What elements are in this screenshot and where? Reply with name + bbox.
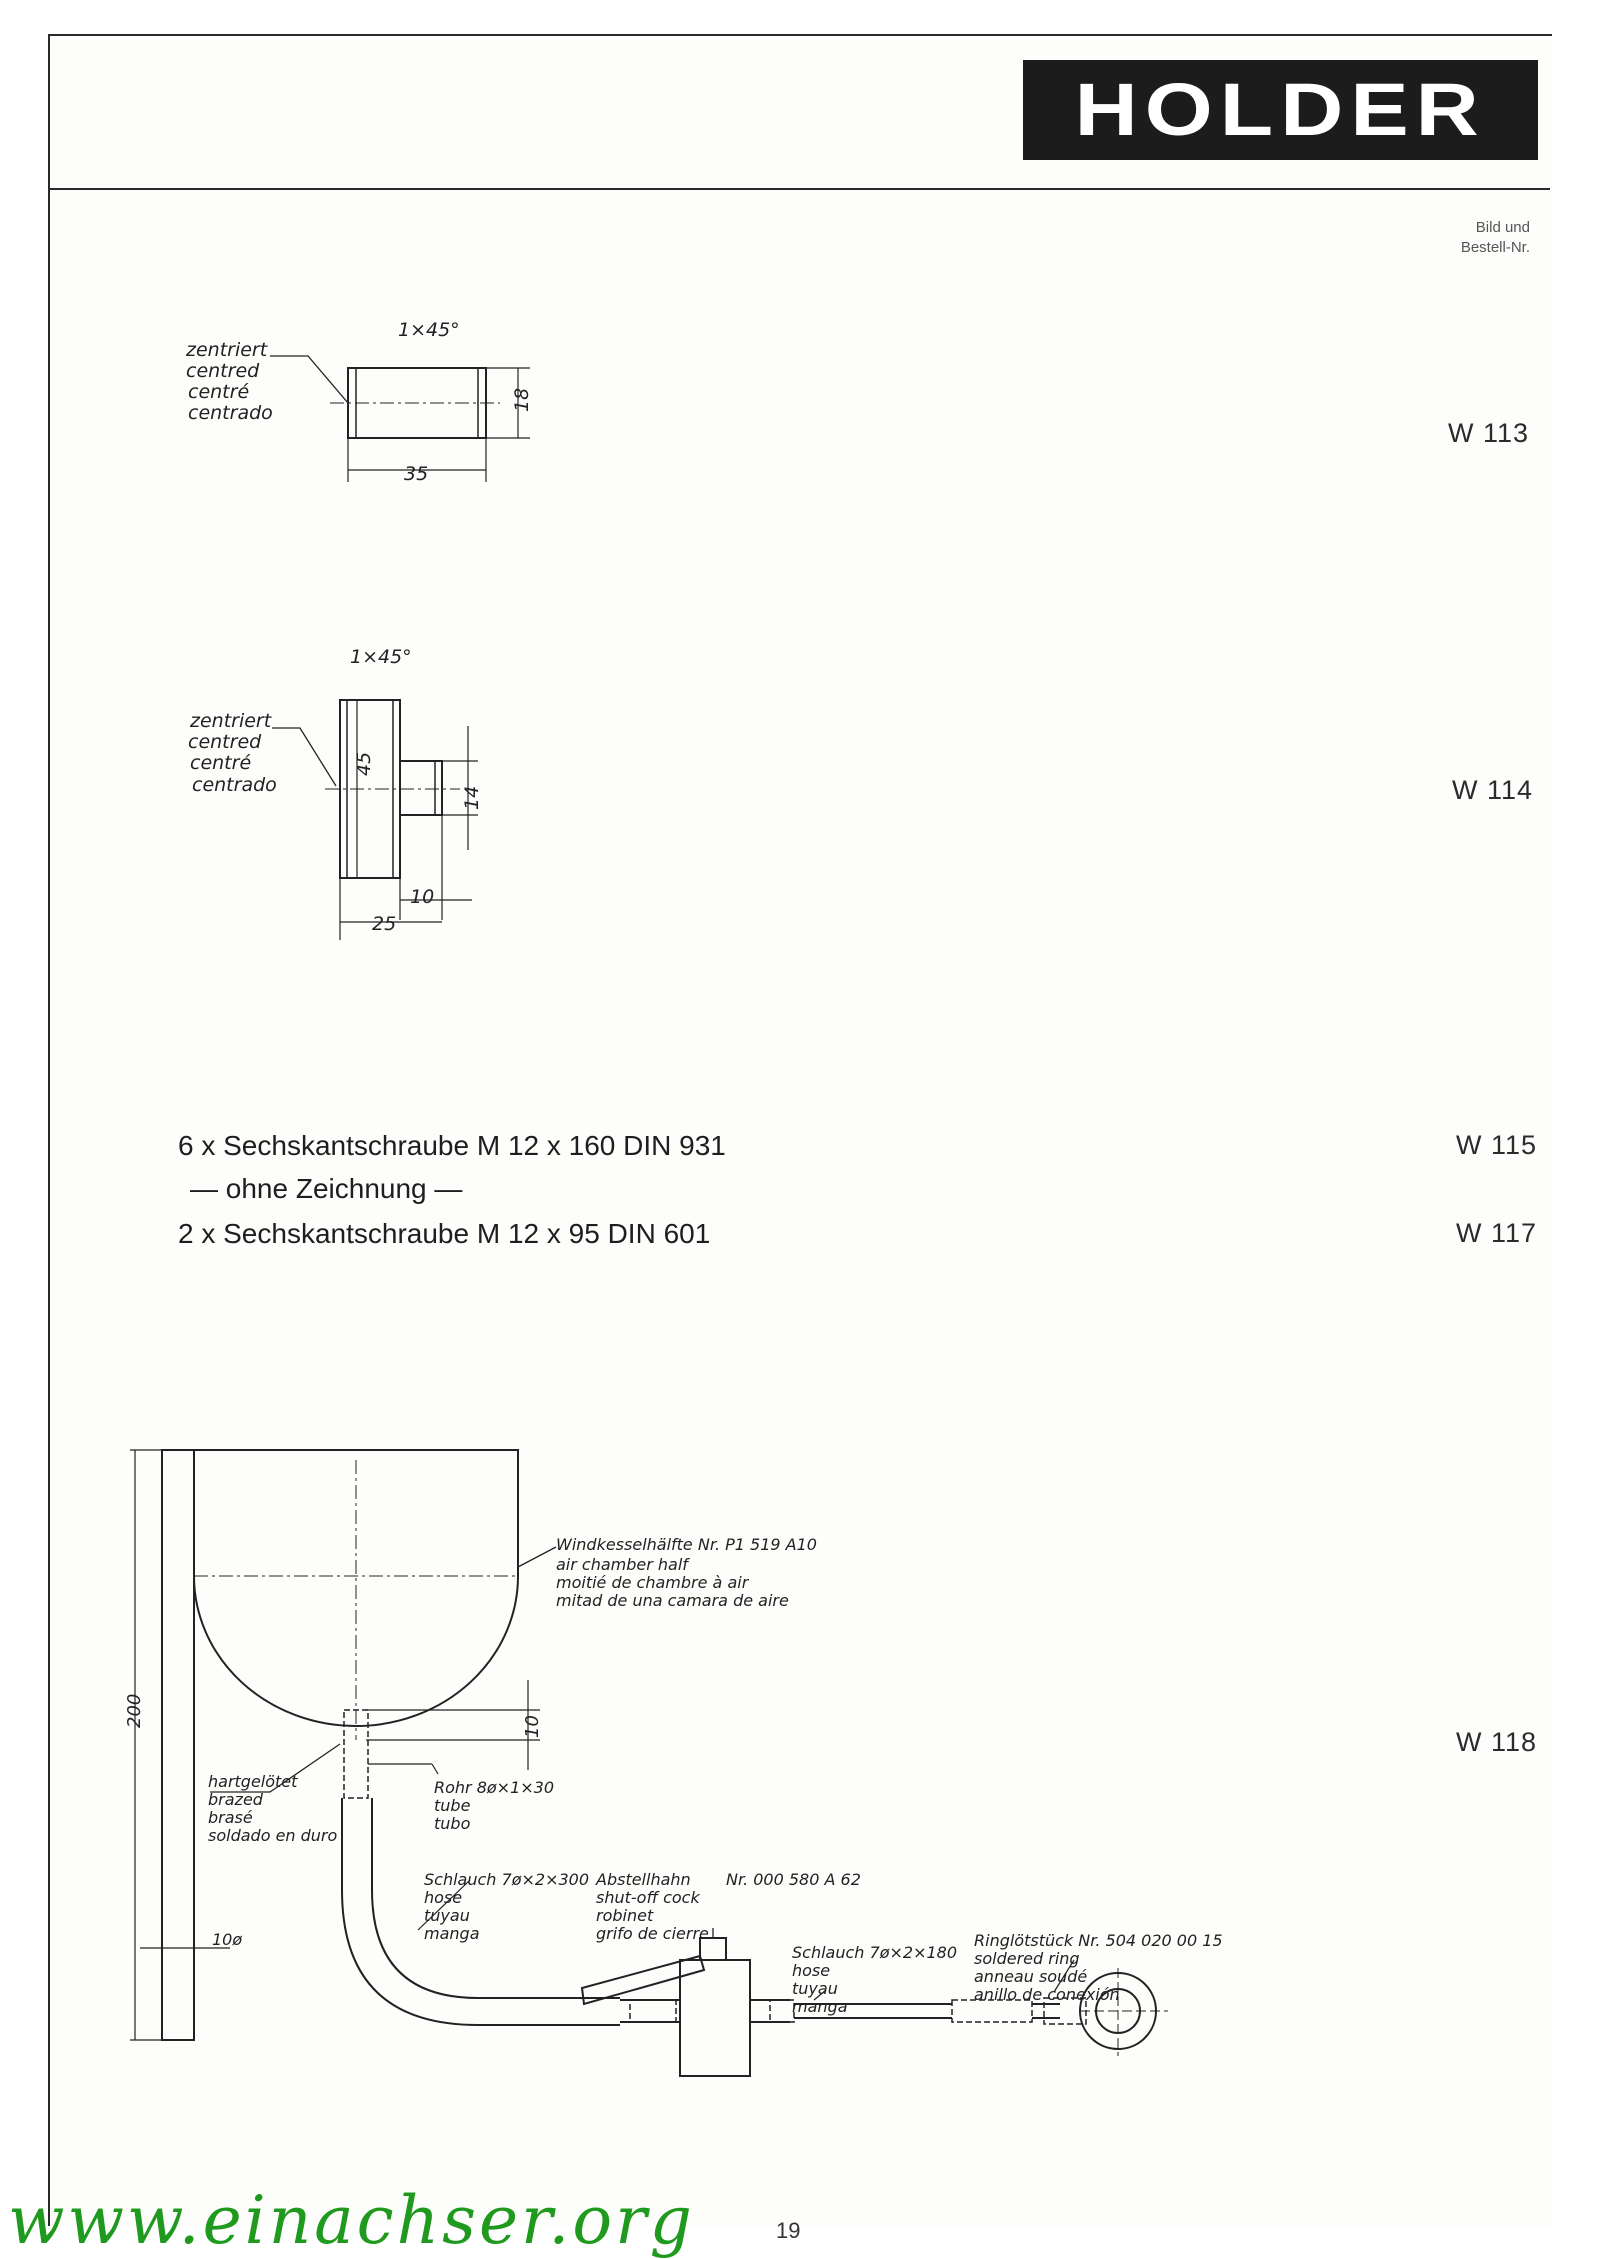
w118-hose2-es: manga: [792, 1997, 848, 2016]
w118-chamber-de: Windkesselhälfte Nr. P1 519 A10: [556, 1535, 817, 1554]
w118-cock-fr: robinet: [596, 1906, 654, 1925]
part-number-w117: W 117: [1456, 1218, 1538, 1248]
part-number-w114: W 114: [1452, 775, 1534, 805]
w114-dim-shaft: 14: [461, 785, 483, 810]
w118-ring-es: anillo de conexión: [974, 1985, 1120, 2004]
item-no-drawing-note: — ohne Zeichnung —: [190, 1173, 463, 1204]
w114-label-en: centred: [188, 731, 262, 753]
logo-text: HOLDER: [1074, 68, 1487, 151]
w114-label-de: zentriert: [190, 710, 272, 732]
w118-dim-insert: 10: [522, 1715, 543, 1738]
w118-tube-es: tubo: [434, 1814, 471, 1833]
w118-chamber-fr: moitié de chambre à air: [556, 1573, 749, 1592]
w118-ring-de: Ringlötstück Nr. 504 020 00 15: [974, 1931, 1223, 1950]
w118-support-bar: [162, 1450, 194, 2040]
w114-dim-total-length: 25: [372, 913, 397, 935]
w113-dim-length: 35: [404, 463, 429, 485]
w118-chamber-es: mitad de una camara de aire: [556, 1591, 789, 1610]
item-w117-text: 2 x Sechskantschraube M 12 x 95 DIN 601: [178, 1218, 711, 1249]
w118-cock-de: Abstellhahn: [596, 1870, 691, 1889]
w118-hose1-de: Schlauch 7ø×2×300: [424, 1870, 590, 1889]
w118-hose1-es: manga: [424, 1924, 480, 1943]
w118-dim-diameter: 10ø: [212, 1930, 243, 1949]
w118-ring-fr: anneau soudé: [974, 1967, 1088, 1986]
w118-cock-es: grifo de cierre: [596, 1924, 709, 1943]
item-w115-text: 6 x Sechskantschraube M 12 x 160 DIN 931: [178, 1130, 726, 1161]
w118-hose2-fr: tuyau: [792, 1979, 838, 1998]
part-number-w113: W 113: [1448, 418, 1530, 448]
w118-brazed-de: hartgelötet: [208, 1772, 298, 1791]
column-heading-line1: Bild und: [1475, 219, 1530, 236]
w118-tube-en: tube: [434, 1796, 471, 1815]
w118-hose1-en: hose: [424, 1888, 463, 1907]
w113-chamfer: 1×45°: [398, 319, 460, 341]
w118-hose2-en: hose: [792, 1961, 831, 1980]
w118-cock-nr: Nr. 000 580 A 62: [726, 1870, 861, 1889]
w113-dim-diameter: 18: [511, 387, 533, 412]
w118-brazed-es: soldado en duro: [208, 1826, 338, 1845]
watermark-url: www.einachser.org: [8, 2182, 695, 2259]
part-number-w115: W 115: [1456, 1130, 1538, 1160]
column-heading-line2: Bestell-Nr.: [1460, 239, 1530, 257]
w118-tube-de: Rohr 8ø×1×30: [434, 1778, 555, 1797]
w118-hose2-de: Schlauch 7ø×2×180: [792, 1943, 958, 1962]
page-number: 19: [776, 2218, 801, 2243]
w118-ring-en: soldered ring: [974, 1949, 1080, 1968]
w113-label-fr: centré: [188, 381, 250, 403]
w118-hose1-fr: tuyau: [424, 1906, 470, 1925]
w114-dim-shaft-length: 10: [410, 886, 435, 908]
w113-label-de: zentriert: [186, 339, 268, 361]
w114-dim-head: 45: [353, 751, 375, 776]
w118-cock-en: shut-off cock: [596, 1888, 700, 1907]
w118-dim-height: 200: [124, 1693, 145, 1728]
part-number-w118: W 118: [1456, 1727, 1538, 1757]
w114-chamfer: 1×45°: [350, 646, 412, 668]
w114-label-fr: centré: [190, 752, 252, 774]
w118-chamber-en: air chamber half: [556, 1555, 688, 1574]
w118-shutoff-cock: [680, 1960, 750, 2076]
w118-brazed-en: brazed: [208, 1790, 263, 1809]
w114-label-es: centrado: [192, 774, 277, 796]
w113-label-es: centrado: [188, 402, 273, 424]
w118-brazed-fr: brasé: [208, 1808, 253, 1827]
w113-label-en: centred: [186, 360, 260, 382]
